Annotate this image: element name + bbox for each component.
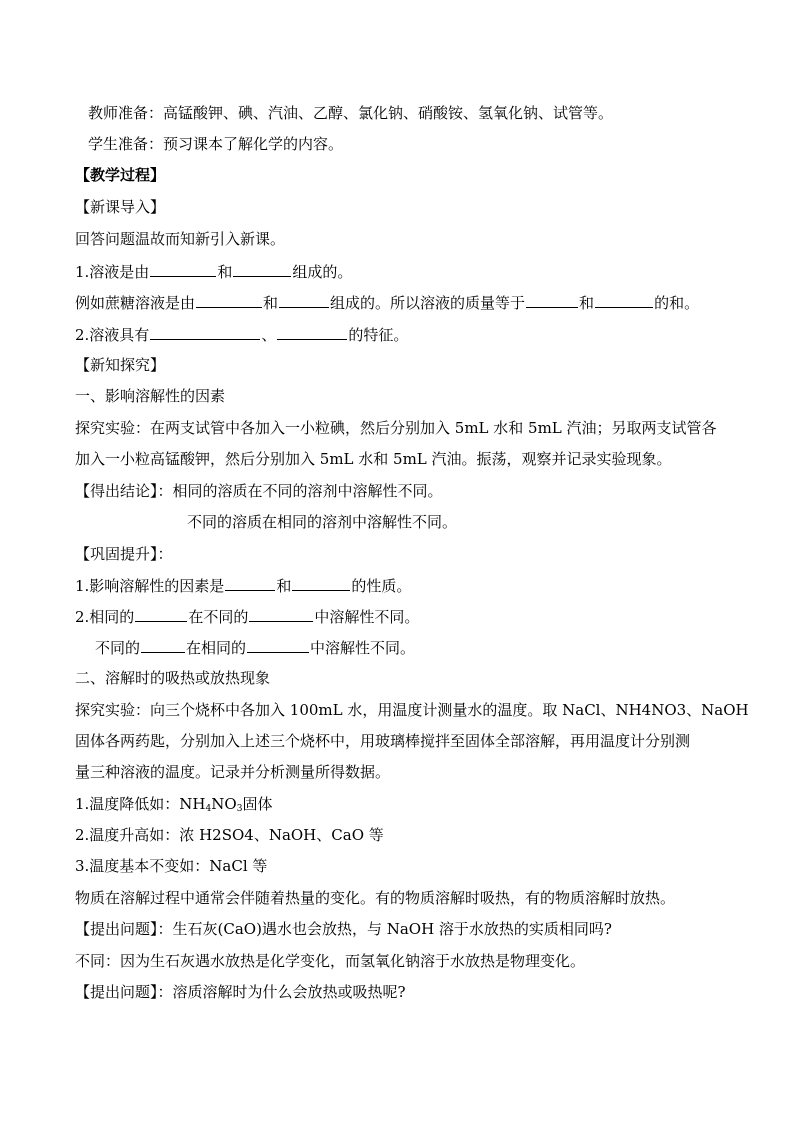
consolidate-3	[95, 637, 734, 658]
experiment-2-line-1: 探究实验：向三个烧杯中各加入 100mL 水，用温度计测量水的温度。取 NaCl、NH4NO3、NaOH	[75, 701, 749, 719]
answer-blank	[249, 606, 313, 622]
section-2-title: 二、溶解时的吸热或放热现象	[75, 669, 271, 687]
c3-text-a: 不同的	[95, 639, 141, 657]
answer-blank	[135, 606, 187, 622]
t1-text-c: 固体	[242, 795, 273, 813]
question-label-2: 【提出问题】	[75, 983, 158, 1001]
temperature-drop-item	[75, 794, 734, 814]
teacher-prep: 教师准备：高锰酸钾、碘、汽油、乙醇、氯化钠、硝酸铵、氢氧化钠、试管等。	[88, 104, 614, 122]
answer-blank	[225, 575, 275, 591]
answer-blank	[279, 292, 329, 308]
temperature-constant-item: 3.温度基本不变如：NaCl 等	[75, 857, 268, 875]
conclusion-label: 【得出结论】	[75, 482, 158, 500]
q2-text-c: 的特征。	[348, 326, 409, 344]
t1-subscript-1: 4	[205, 804, 212, 814]
q2-text-b: 、	[261, 326, 277, 344]
ex-text-a: 例如蔗糖溶液是由	[75, 294, 196, 312]
question-label-1: 【提出问题】	[75, 920, 158, 938]
consolidate-2	[75, 606, 734, 627]
section-1-title: 一、影响溶解性的因素	[75, 387, 226, 405]
c2-text-c: 中溶解性不同。	[314, 608, 420, 626]
q1-text-c: 组成的。	[292, 263, 353, 281]
answer-blank	[141, 637, 185, 653]
intro-lead: 回答问题温故而知新引入新课。	[75, 230, 286, 248]
answer-blank	[277, 324, 347, 340]
teaching-process-heading: 【教学过程】	[75, 166, 166, 184]
consolidate-1	[75, 575, 734, 596]
experiment-2-line-3: 量三种溶液的温度。记录并分析测量所得数据。	[75, 763, 391, 781]
ex-text-e: 的和。	[654, 294, 700, 312]
temperature-rise-item: 2.温度升高如：浓 H2SO4、NaOH、CaO 等	[75, 826, 384, 844]
c1-text-c: 的性质。	[351, 577, 412, 595]
answer-blank	[595, 292, 653, 308]
c1-text-a: 1.影响溶解性的因素是	[75, 577, 225, 595]
student-prep: 学生准备：预习课本了解化学的内容。	[88, 135, 344, 153]
question-text-2: ：溶质溶解时为什么会放热或吸热呢?	[157, 983, 406, 1001]
conclusion-line-2: 不同的溶质在相同的溶剂中溶解性不同。	[187, 513, 458, 531]
ex-text-c: 组成的。所以溶液的质量等于	[330, 294, 526, 312]
question-line-2	[75, 982, 734, 1002]
t1-text-a: 1.温度降低如：NH	[75, 795, 206, 813]
new-knowledge-heading: 【新知探究】	[75, 356, 166, 374]
question-1	[75, 261, 734, 282]
q1-text-a: 1.溶液是由	[75, 263, 150, 281]
answer-blank	[150, 261, 216, 277]
ex-text-d: 和	[579, 294, 595, 312]
q1-text-b: 和	[217, 263, 233, 281]
answer-blank	[233, 261, 291, 277]
answer-blank	[247, 637, 309, 653]
c2-text-a: 2.相同的	[75, 608, 135, 626]
c3-text-c: 中溶解性不同。	[310, 639, 416, 657]
answer-blank	[292, 575, 350, 591]
new-lesson-heading: 【新课导入】	[75, 198, 166, 216]
summary-line: 物质在溶解过程中通常会伴随着热量的变化。有的物质溶解时吸热，有的物质溶解时放热。	[75, 889, 676, 907]
question-line-1	[75, 919, 734, 939]
t1-text-b: NO	[211, 795, 237, 813]
c1-text-b: 和	[276, 577, 292, 595]
answer-blank	[526, 292, 578, 308]
c2-text-b: 在不同的	[188, 608, 249, 626]
question-text-1: ：生石灰(CaO)遇水也会放热，与 NaOH 溶于水放热的实质相同吗?	[157, 920, 612, 938]
t1-subscript-2: 3	[236, 804, 243, 814]
experiment-1-line-2: 加入一小粒高锰酸钾，然后分别加入 5mL 水和 5mL 汽油。振荡，观察并记录实验现象。	[75, 450, 672, 468]
answer-blank	[196, 292, 262, 308]
consolidate-heading: 【巩固提升】：	[75, 545, 173, 563]
c3-text-b: 在相同的	[186, 639, 247, 657]
ex-text-b: 和	[263, 294, 279, 312]
answer-blank	[150, 324, 260, 340]
example-line	[75, 292, 734, 313]
experiment-1-line-1: 探究实验：在两支试管中各加入一小粒碘，然后分别加入 5mL 水和 5mL 汽油；另取两支试管各	[75, 419, 717, 437]
conclusion-text-1: ：相同的溶质在不同的溶剂中溶解性不同。	[157, 482, 443, 500]
question-2	[75, 324, 734, 345]
experiment-2-line-2: 固体各两药匙，分别加入上述三个烧杯中，用玻璃棒搅拌至固体全部溶解，再用温度计分别测	[75, 732, 691, 750]
answer-line-1: 不同：因为生石灰遇水放热是化学变化，而氢氧化钠溶于水放热是物理变化。	[75, 952, 586, 970]
conclusion-line-1	[75, 481, 734, 501]
q2-text-a: 2.溶液具有	[75, 326, 150, 344]
